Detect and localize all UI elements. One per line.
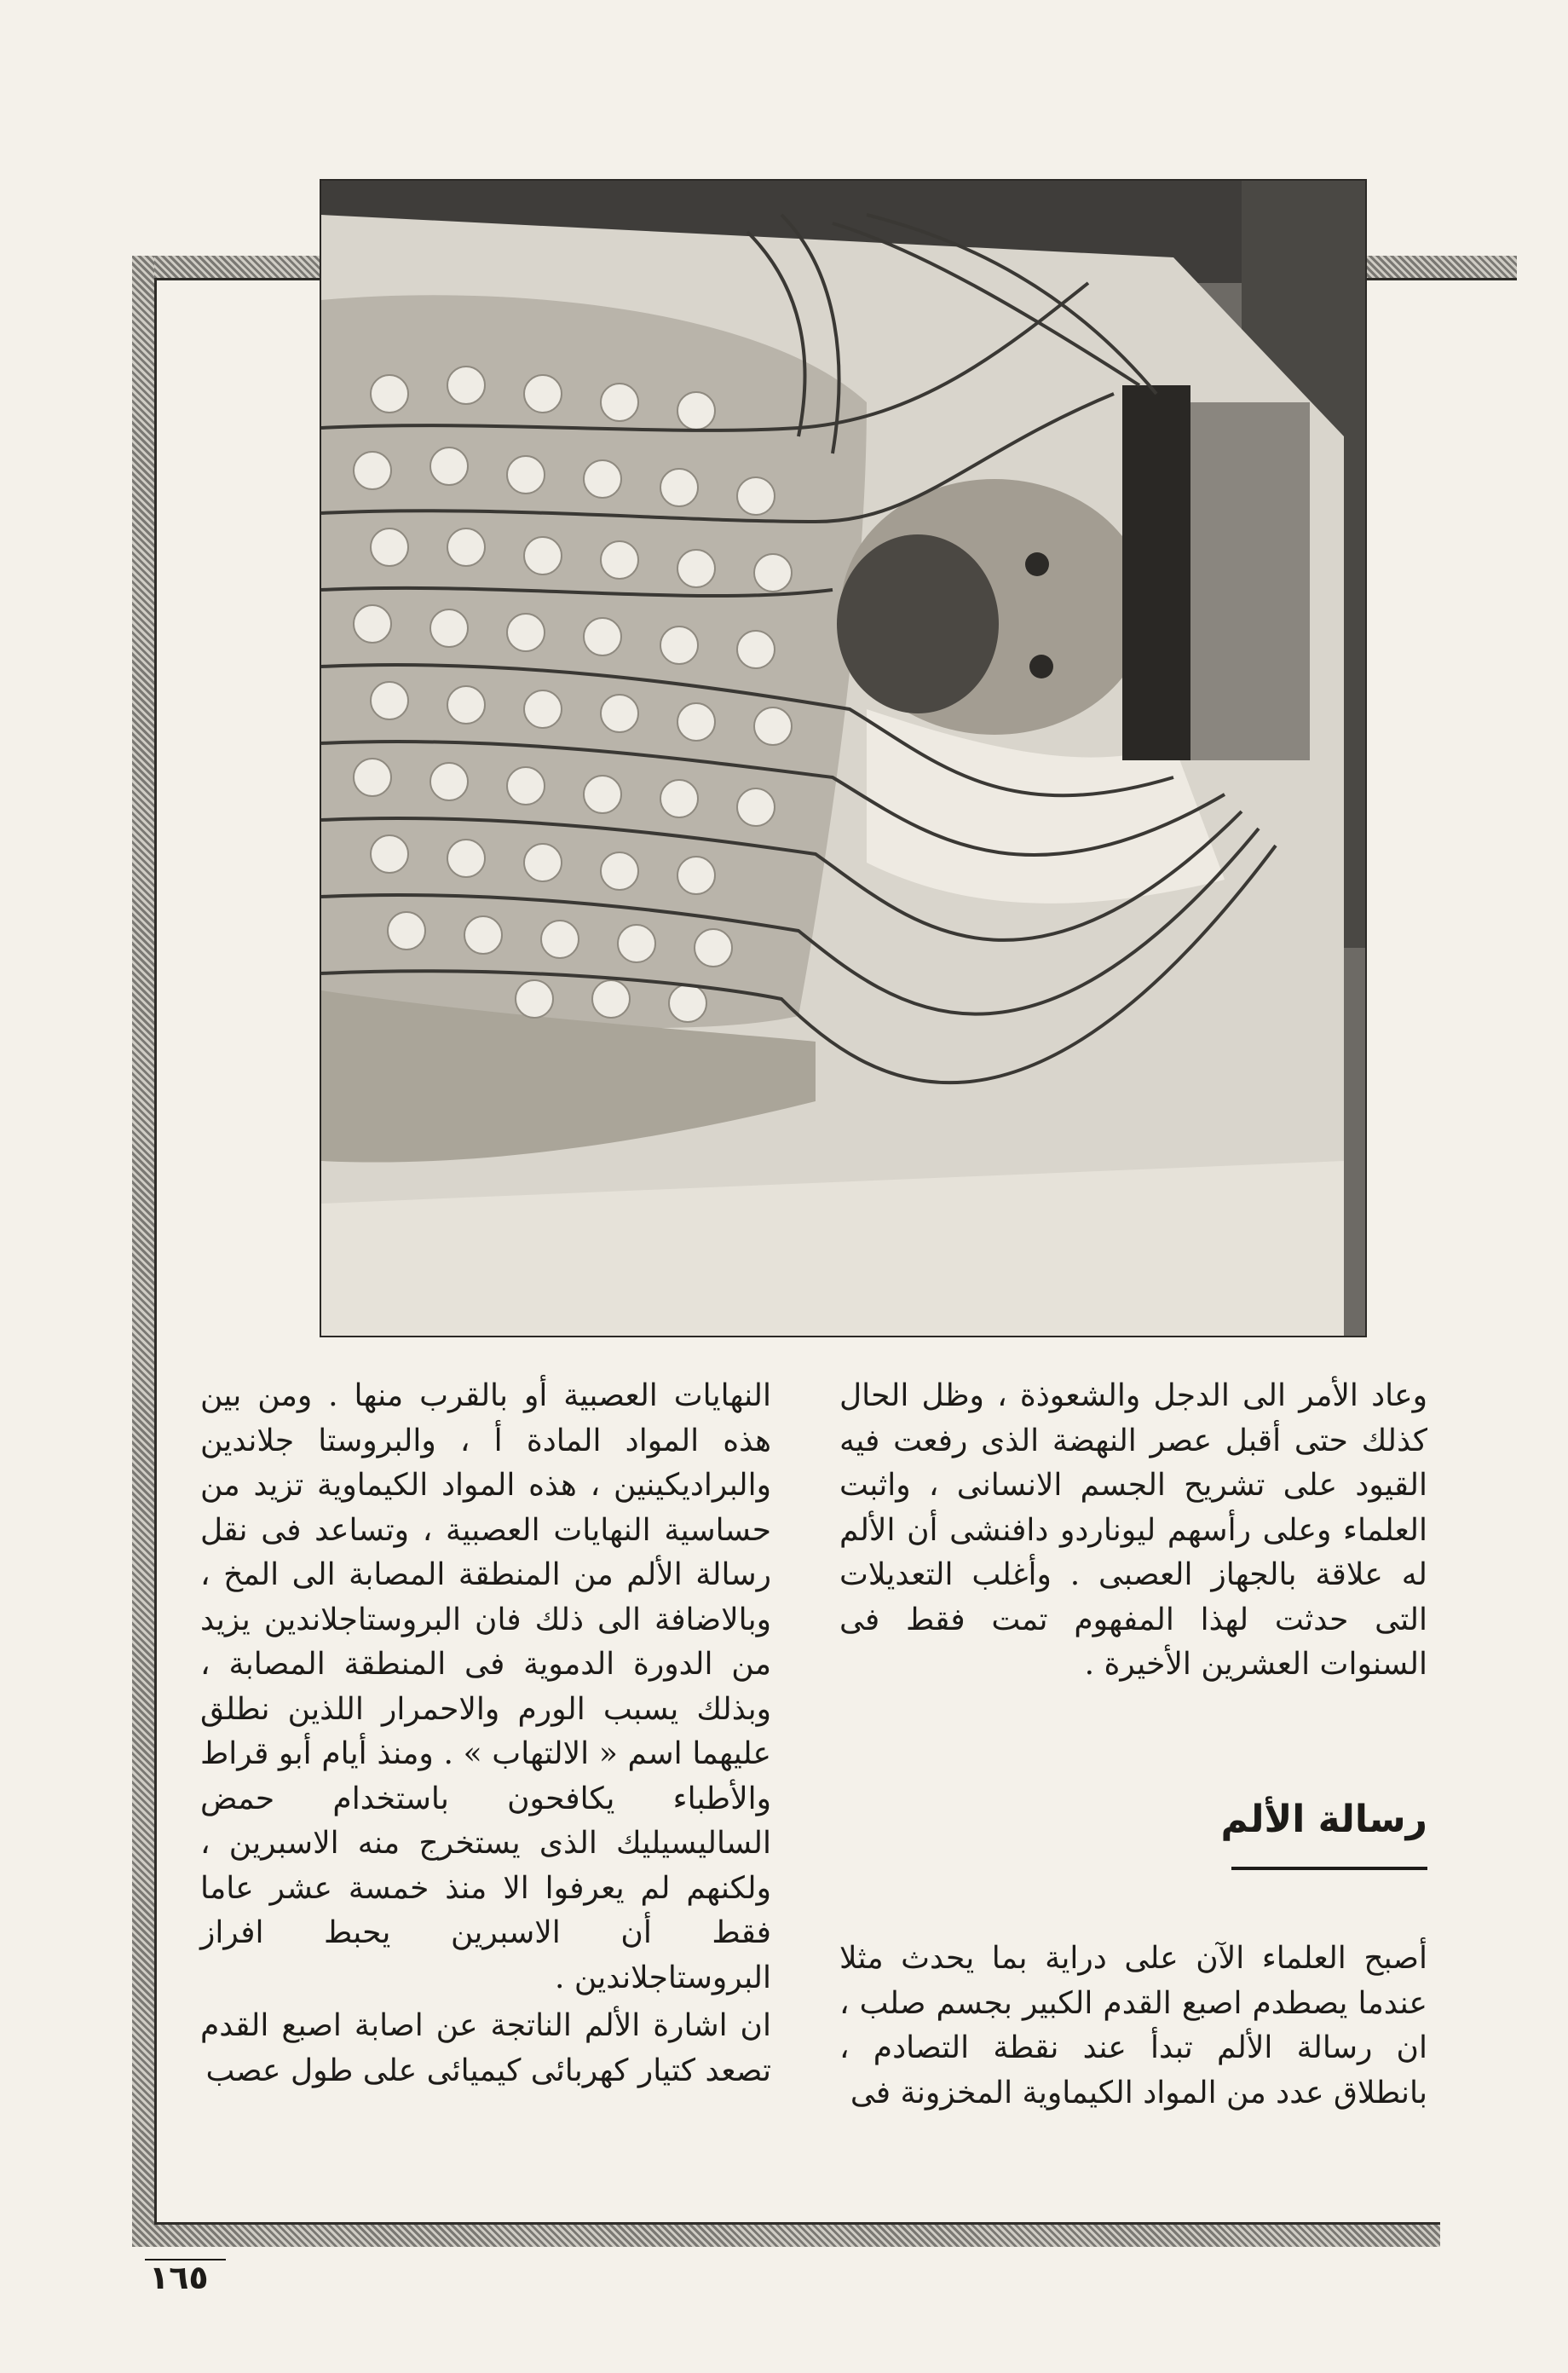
page-number: ١٦٥ [149, 2259, 209, 2296]
paragraph: ان اشارة الألم الناتجة عن اصابة اصبع القدم تصعد كتيار كهربائى كيميائى على طول عصب [200, 2008, 771, 2088]
frame-bottom-border [132, 2225, 1440, 2247]
frame-inner-line [154, 278, 157, 2225]
text-column-left [200, 1374, 771, 2093]
paragraph: النهايات العصبية أو بالقرب منها . ومن بين هذه المواد المادة أ ، والبروستا جلاندين والبراديكينين ، هذه المواد الكيماوية تزيد من حساسية النهايات العصبية ، وتساعد فى نقل رسالة الألم من المنطقة المصابة الى المخ ، وبالاضافة الى ذلك فان البروستاجلاندين يزيد من الدورة الدموية فى المنطقة المصابة ، وبذلك يسبب الورم والاحمرار اللذين نطلق عليهما اسم « الالتهاب » . ومنذ أيام أبو قراط والأطباء يكافحون باستخدام حمض الساليسيليك الذى يستخرج منه الاسبرين ، ولكنهم لم يعرفوا الا منذ خمسة عشر عاما فقط أن الاسبرين يحبط افراز البروستاجلاندين . [200, 1378, 771, 1995]
man-wired-with-electrodes-image [320, 179, 1367, 1337]
paragraph: أصبح العلماء الآن على دراية بما يحدث مثلا عندما يصطدم اصبع القدم الكبير بجسم صلب ، ان رسالة الألم تبدأ عند نقطة التصادم ، بانطلاق عدد من المواد الكيماوية المخزونة فى [839, 1941, 1427, 2110]
photo-illustration [321, 181, 1365, 1336]
section-heading: رسالة الألم [1220, 1798, 1427, 1841]
text-column-right-top [839, 1374, 1427, 1688]
frame-left-border [132, 256, 154, 2247]
text-column-right-bottom [839, 1937, 1427, 2116]
frame-inner-line [154, 2222, 1440, 2225]
paragraph: وعاد الأمر الى الدجل والشعوذة ، وظل الحال كذلك حتى أقبل عصر النهضة الذى رفعت فيه القيود على تشريح الجسم الانسانى ، واثبت العلماء وعلى رأسهم ليوناردو دافنشى أن الألم له علاقة بالجهاز العصبى . وأغلب التعديلات التى حدثت لهذا المفهوم تمت فقط فى السنوات العشرين الأخيرة . [839, 1378, 1427, 1682]
heading-underline [1231, 1867, 1427, 1870]
